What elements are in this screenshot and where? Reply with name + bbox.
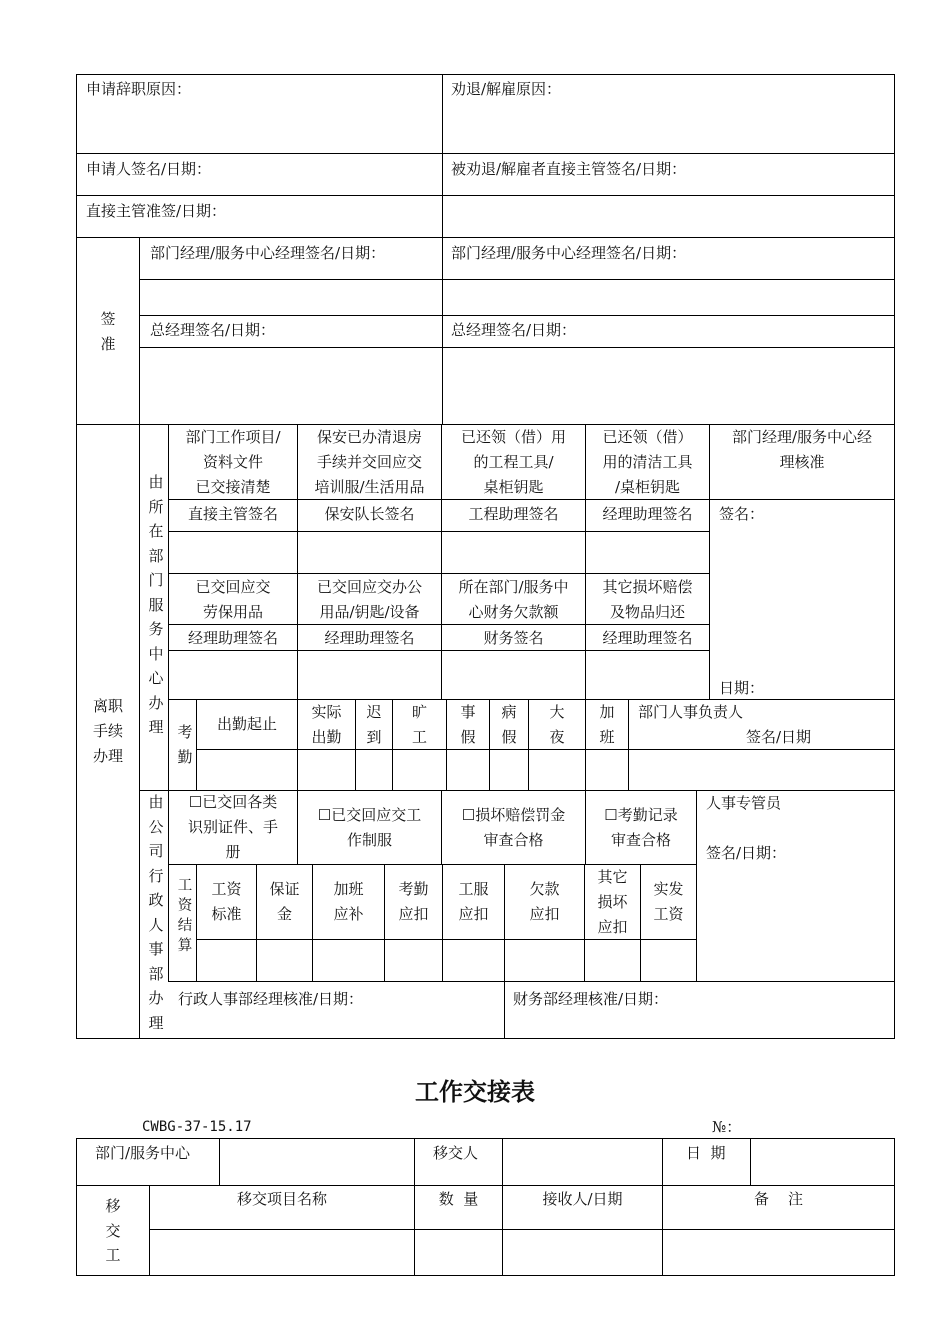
supervisor-approve-label: 直接主管准签/日期：: [86, 202, 227, 220]
id-documents-check: ☐已交回各类 识别证件、手 册: [187, 793, 278, 861]
labor-supplies-returned: 已交回应交 劳保用品: [195, 578, 271, 621]
transferor-label: 移交人: [433, 1144, 479, 1162]
late: 迟 到: [366, 703, 382, 746]
manager-assistant-sign-4: 经理助理签名: [602, 629, 693, 647]
salary-settlement-label: 工资结算: [177, 878, 193, 954]
other-damage-deduction: 其它 损坏 应扣: [597, 868, 628, 936]
leave-procedure-label: 离职 手续 办理: [92, 697, 123, 765]
sick-leave: 病 假: [501, 703, 517, 746]
office-supplies-returned: 已交回应交办公 用品/钥匙/设备: [316, 578, 422, 621]
damage-compensation: 其它损坏赔偿 及物品归还: [602, 578, 693, 621]
personal-leave: 事 假: [460, 703, 476, 746]
dismiss-reason-label: 劝退/解雇原因：: [451, 80, 562, 98]
attendance-label: 考勤: [177, 723, 193, 766]
item-name-header: 移交项目名称: [236, 1190, 327, 1208]
salary-standard: 工资 标准: [211, 880, 242, 923]
dept-finance-debt: 所在部门/服务中 心财务欠款额: [458, 578, 569, 621]
absent: 旷 工: [411, 703, 427, 746]
night-shift: 大 夜: [549, 703, 565, 746]
attendance-record-check: ☐考勤记录 审查合格: [604, 806, 678, 849]
dept-manager-approval: 部门经理/服务中心经 理核准: [731, 428, 873, 471]
hr-specialist-sign-label: 签名/日期：: [706, 844, 787, 862]
finance-sign: 财务签名: [483, 629, 544, 647]
dept-manager-sign-left: 部门经理/服务中心经理签名/日期：: [150, 244, 386, 262]
finance-approve-label: 财务部经理核准/日期：: [513, 990, 669, 1008]
hr-specialist-label: 人事专管员: [706, 794, 782, 812]
approve-date-label: 日期：: [719, 679, 765, 697]
overtime: 加 班: [599, 703, 615, 746]
remarks-header: 备 注: [753, 1190, 804, 1208]
engineering-tools-returned: 已还领（借）用 的工程工具/ 桌柜钥匙: [460, 428, 566, 496]
dismissed-supervisor-sign-label: 被劝退/解雇者直接主管签名/日期：: [451, 160, 687, 178]
receiver-date-header: 接收人/日期: [542, 1190, 623, 1208]
hr-sign-date-label: 签名/日期: [746, 728, 812, 746]
manager-assistant-sign-3: 经理助理签名: [324, 629, 415, 647]
admin-hr-approve-label: 行政人事部经理核准/日期：: [178, 990, 364, 1008]
direct-supervisor-sign: 直接主管签名: [187, 505, 278, 523]
dept-label: 部门/服务中心: [95, 1144, 191, 1162]
attendance-start-end: 出勤起止: [216, 715, 277, 733]
manager-assistant-sign-2: 经理助理签名: [187, 629, 278, 647]
security-captain-sign: 保安队长签名: [324, 505, 415, 523]
overtime-pay: 加班 应补: [333, 880, 364, 923]
actual-attendance: 实际 出勤: [311, 703, 342, 746]
debt-deduction: 欠款 应扣: [529, 880, 560, 923]
company-section-label: 由公司行政人事部办理: [148, 793, 164, 1032]
engineering-assistant-sign: 工程助理签名: [468, 505, 559, 523]
cleaning-tools-returned: 已还领（借） 用的清洁工具 /桌柜钥匙: [602, 428, 693, 496]
gm-sign-right: 总经理签名/日期：: [451, 321, 577, 339]
manager-assistant-sign: 经理助理签名: [602, 505, 693, 523]
dept-manager-sign-right: 部门经理/服务中心经理签名/日期：: [451, 244, 687, 262]
form-code: CWBG-37-15.17: [142, 1119, 252, 1135]
damage-penalty-check: ☐损坏赔偿罚金 审查合格: [461, 806, 566, 849]
actual-pay: 实发 工资: [653, 880, 684, 923]
dept-section-label: 由所在部门服务中心办理: [148, 473, 164, 736]
resign-reason-label: 申请辞职原因：: [86, 80, 192, 98]
deposit: 保证 金: [269, 880, 300, 923]
quantity-header: 数 量: [438, 1190, 479, 1208]
date-label: 日 期: [686, 1144, 726, 1162]
approval-label: 签准: [100, 310, 116, 353]
work-items-handover: 部门工作项目/ 资料文件 已交接清楚: [185, 428, 281, 496]
handover-title: 工作交接表: [415, 1078, 535, 1106]
hr-person-label: 部门人事负责人: [638, 703, 744, 721]
applicant-sign-label: 申请人签名/日期：: [86, 160, 212, 178]
attendance-deduction: 考勤 应扣: [398, 880, 429, 923]
number-label: №：: [712, 1118, 742, 1136]
handover-section-label: 移交工: [105, 1197, 121, 1264]
approve-sign-label: 签名：: [719, 505, 765, 523]
security-clearance: 保安已办清退房 手续并交回应交 培训服/生活用品: [314, 428, 425, 496]
uniform-deduction: 工服 应扣: [458, 880, 489, 923]
gm-sign-left: 总经理签名/日期：: [150, 321, 276, 339]
uniform-check: ☐已交回应交工 作制服: [317, 806, 422, 849]
